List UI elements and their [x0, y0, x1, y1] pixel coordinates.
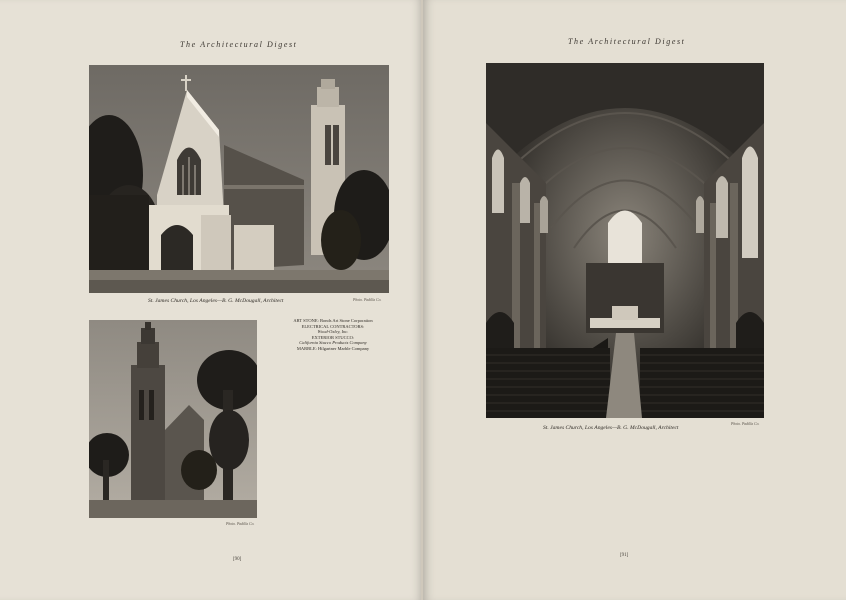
right-page [423, 0, 846, 600]
interior-photo-caption: St. James Church, Los Angeles—B. G. McDougall, Architect [543, 425, 679, 431]
right-page-number: [91] [620, 553, 629, 558]
tower-photo-credit: Photo. Padilla Co. [226, 522, 255, 526]
credit-line: EXTERIOR STUCCO: [311, 334, 355, 340]
credit-line: Wood-Oxley, Inc. [317, 329, 349, 335]
credit-line: ART STONE: Bonds Art Stone Corporation [293, 318, 373, 323]
credit-line: MARBLE: Hilgartner Marble Company [296, 345, 370, 351]
credit-line: California Stucco Products Company [299, 340, 367, 346]
church-exterior-photo [89, 65, 389, 293]
exterior-photo-caption: St. James Church, Los Angeles—B. G. McDougall, Architect [148, 298, 284, 304]
exterior-photo-credit: Photo. Padilla Co. [353, 298, 382, 302]
right-running-head: The Architectural Digest [568, 37, 686, 46]
credit-line: ELECTRICAL CONTRACTORS: [301, 323, 365, 329]
interior-photo-credit: Photo. Padilla Co. [731, 422, 760, 426]
contractor-credits [268, 318, 398, 352]
church-interior-photo [486, 63, 764, 418]
left-running-head: The Architectural Digest [180, 40, 298, 49]
left-page-number: [90] [233, 557, 242, 562]
church-tower-photo [89, 320, 257, 518]
